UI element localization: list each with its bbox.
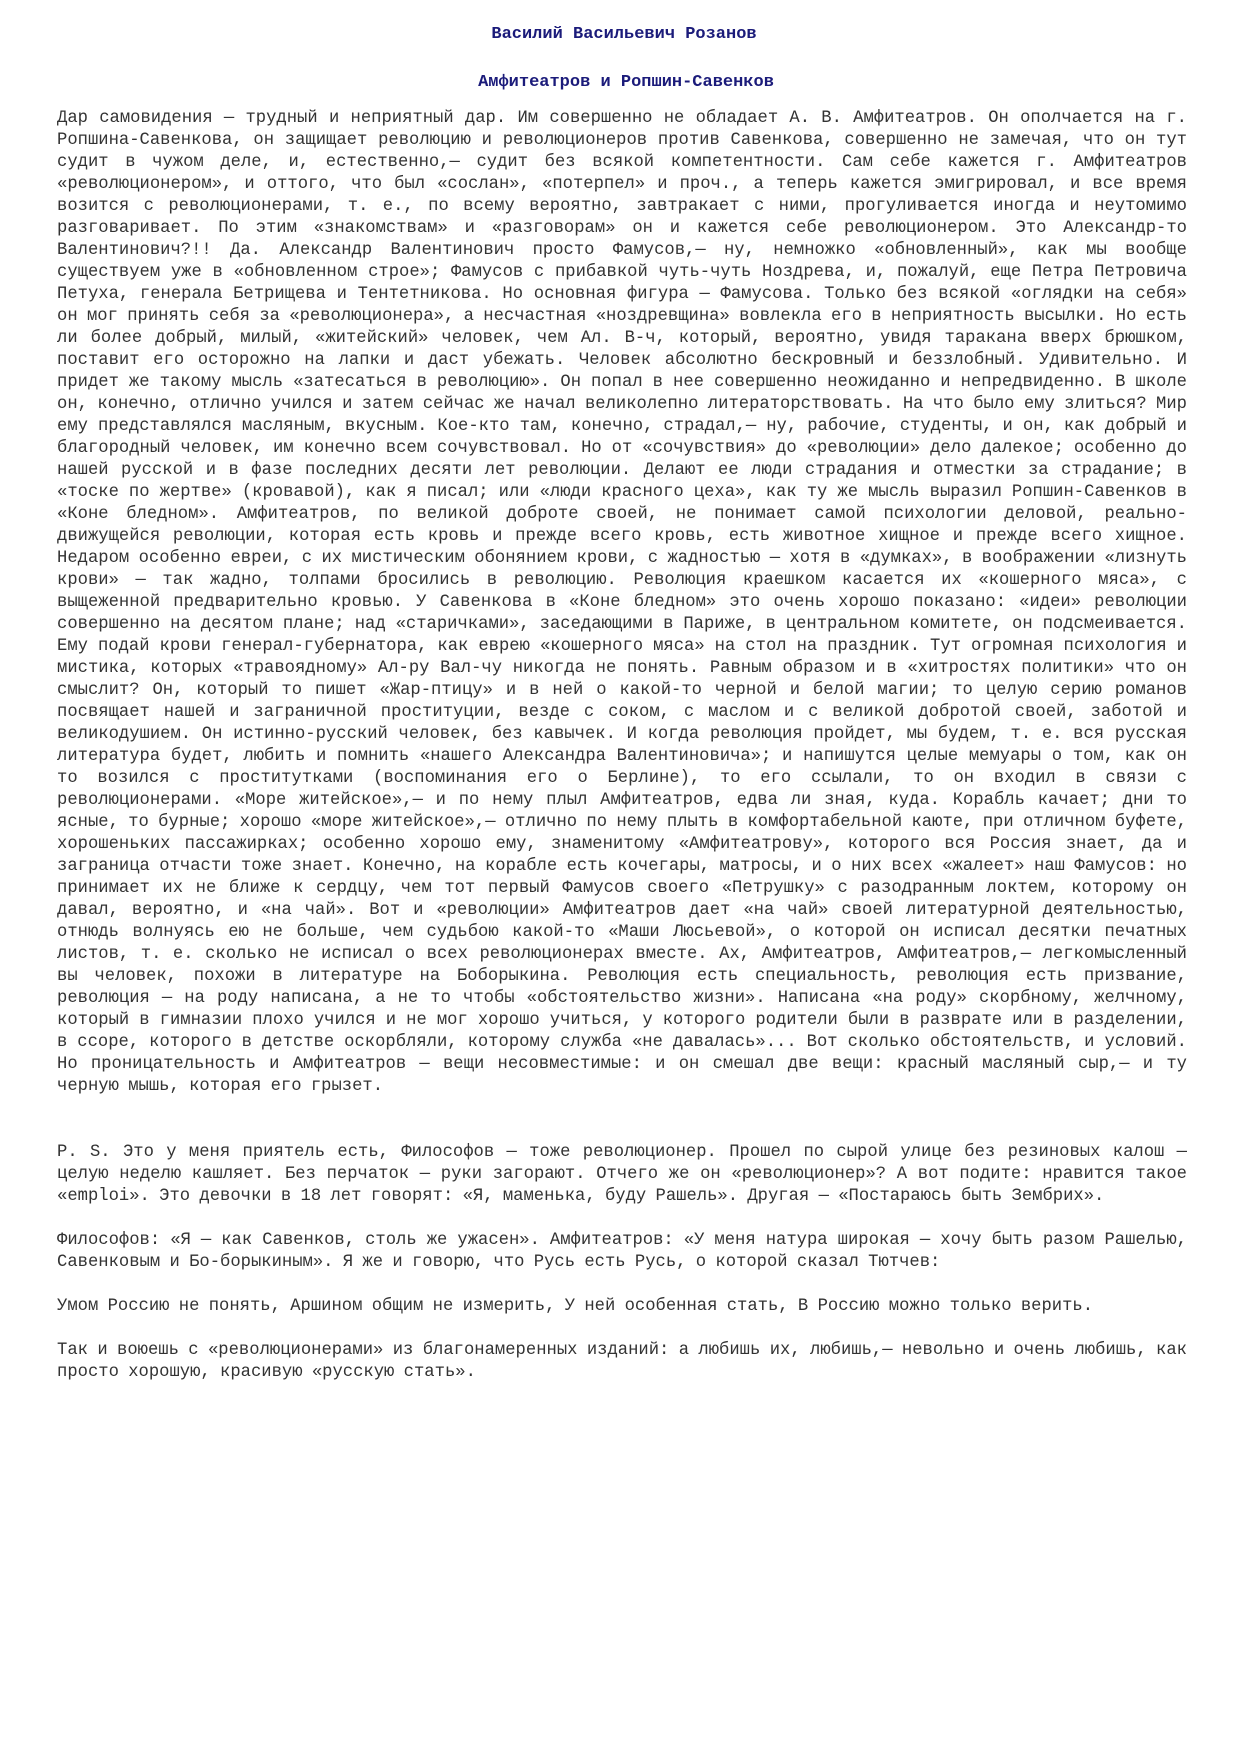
document-title: Амфитеатров и Ропшин-Савенков [478,73,774,92]
body-paragraph-main: Дар самовидения — трудный и неприятный дар. Им совершенно не обладает А. В. Амфитеатров. Он ополчается на г. Ропшина-Савенкова, он защищает революцию и революционеров против Савенкова, совершенно не замечая, что он тут судит в чужом деле, и, естественно,— судит без всякой компетентности. Сам себе кажется г. Амфитеатров «революционером», и оттого, что был «сослан», «потерпел» и проч., а теперь кажется эмигрировал, и все время возится с революционерами, т. е., по всему вероятно, завтракает с ними, прогуливается иногда и неутомимо разговаривает. По этим «знакомствам» и «разговорам» он и кажется себе революционером. Это Александр-то Валентинович?!! Да. Александр Валентинович просто Фамусов,— ну, немножко «обновленный», как мы вообще существуем уже в «обновленном строе»; Фамусов с прибавкой чуть-чуть Ноздрева, и, пожалуй, еще Петра Петровича Петуха, генерала Бетрищева и Тентетникова. Но основная фигура — Фамусова. Только без всякой «оглядки на себя» он мог принять себя за «революционера», а несчастная «ноздревщина» вовлекла его в неприятность высылки. Но есть ли более добрый, милый, «житейский» человек, чем Ал. В-ч, который, вероятно, увидя таракана вверх брюшком, поставит его осторожно на лапки и даст убежать. Человек абсолютно бескровный и беззлобный. Удивительно. И придет же такому мысль «затесаться в революцию». Он попал в нее совершенно неожиданно и непредвиденно. В школе он, конечно, отлично учился и затем сейчас же начал великолепно литераторствовать. На что было ему злиться? Мир ему представлялся масляным, вкусным. Кое-кто там, конечно, страдал,— ну, рабочие, студенты, и он, как добрый и благородный человек, им конечно всем сочувствовал. Но от «сочувствия» до «революции» дело далекое; особенно до нашей русской и в фазе последних десяти лет революции. Делают ее люди страдания и отместки за страдание; в «тоске по жертве» (кровавой), как я писал; или «люди красного цеха», как ту же мысль выразил Ропшин-Савенков в «Коне бледном». Амфитеатров, по великой доброте своей, не понимает самой психологии деловой, реально-движущейся революции, которая есть кровь и прежде всего кровь, есть животное хищное и прежде всего хищное. Недаром особенно евреи, с их мистическим обонянием крови, с жадностью — хотя в «думках», в воображении «лизнуть крови» — так жадно, толпами бросились в революцию. Революция краешком касается их «кошерного мяса», с выщеженной предварительно кровью. У Савенкова в «Коне бледном» это очень хорошо показано: «идеи» революции совершенно на десятом плане; над «старичками», заседающими в Париже, в центральном комитете, он подсмеивается. Ему подай крови генерал-губернатора, как еврею «кошерного мяса» на стол на праздник. Тут огромная психология и мистика, которых «травоядному» Ал-ру Вал-чу никогда не понять. Равным образом и в «хитростях политики» что он смыслит? Он, который то пишет «Жар-птицу» и в ней о какой-то черной и белой магии; то целую серию романов посвящает нашей и заграничной проституции, везде с соком, с маслом и с великой добротой своей, заботой и великодушием. Он истинно-русский человек, без кавычек. И когда революция пройдет, мы будем, т. е. вся русская литература будет, любить и помнить «нашего Александра Валентиновича»; и напишутся целые мемуары о том, как он то возился с проститутками (воспоминания его о Берлине), то его ссылали, то он входил в связи с революционерами. «Море житейское»,— и по нему плыл Амфитеатров, едва ли зная, куда. Корабль качает; дни то ясные, то бурные; хорошо «море житейское»,— отлично по нему плыть в комфортабельной каюте, при отличном буфете, хорошеньких пассажирках; особенно хорошо ему, знаменитому «Амфитеатрову», которого вся Россия знает, да и заграница отчасти тоже знает. Конечно, на корабле есть кочегары, матросы, и о них всех «жалеет» наш Фамусов: но принимает их не ближе к сердцу, чем тот первый Фамусов своего «Петрушку» с разодранным локтем, которому он давал, вероятно, и «на чай». Вот и «революции» Амфитеатров дает «на чай» своей литературной деятельностью, отнюдь волнуясь ею не больше, чем судьбою какой-то «Маши Люсьевой», о которой он исписал десятки печатных листов, т. е. сколько не исписал о всех революционерах вместе. Ах, Амфитеатров, Амфитеатров,— легкомысленный вы человек, похожи в литературе на Боборыкина. Революция есть специальность, революция есть призвание, революция — на роду написана, а не то чтобы «обстоятельство жизни». Написана «на роду» скорбному, желчному, который в гимназии плохо учился и не мог хорошо учиться, у которого родители были в разврате или в разделении, в ссоре, которого в детстве оскорбляли, которому служба «не давалась»... Вот сколько обстоятельств, и условий. Но проницательность и Амфитеатров — вещи несовместимые: и он смешал две вещи: красный масляный сыр,— и ту черную мышь, которая его грызет. [57,109,1187,1096]
body-paragraph-closing: Так и воюешь с «революционерами» из благонамеренных изданий: а любишь их, любишь,— невольно и очень любишь, как просто хорошую, красивую «русскую стать». [57,1341,1187,1382]
body-paragraph-postscript: P. S. Это у меня приятель есть, Философов — тоже революционер. Прошел по сырой улице без резиновых калош — целую неделю кашляет. Без перчаток — руки загорают. Отчего же он «революционер»? А вот подите: нравится такое «emploi». Это девочки в 18 лет говорят: «Я, маменька, буду Рашель». Другая — «Постараюсь быть Зембрих». [57,1143,1187,1206]
author-name: Василий Васильевич Розанов [491,25,757,44]
body-paragraph-philosophers: Философов: «Я — как Савенков, столь же ужасен». Амфитеатров: «У меня натура широкая — хочу быть разом Рашелью, Савенковым и Бо-борыкиным». Я же и говорю, что Русь есть Русь, о которой сказал Тютчев: [57,1231,1187,1272]
document-page [57,22,1187,1384]
body-paragraph-tyutchev-quote: Умом Россию не понять, Аршином общим не измерить, У ней особенная стать, В Россию можно только верить. [57,1297,1094,1316]
